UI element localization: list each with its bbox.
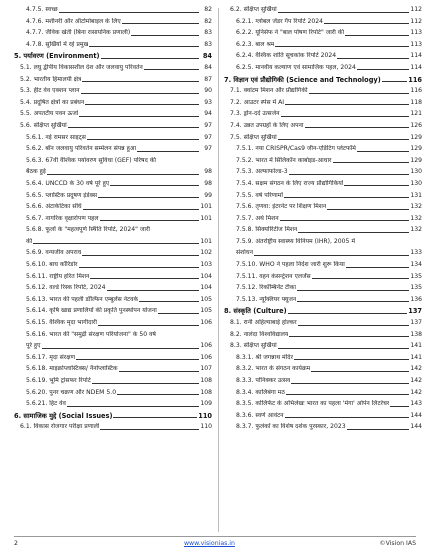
toc-page-number: 83 bbox=[204, 40, 212, 48]
toc-entry[interactable] bbox=[14, 284, 212, 292]
toc-entry-title: 5.6.19. भूमि ट्रांसफर रिपोर्ट bbox=[26, 377, 91, 384]
toc-entry-title: 5.6.10. बाघ कॉरिडोर bbox=[26, 261, 78, 269]
toc-page-number: 132 bbox=[410, 203, 422, 211]
leader-line bbox=[254, 255, 409, 256]
toc-entry[interactable] bbox=[14, 331, 212, 339]
toc-entry-title: 7.5. संक्षिप्त सुर्खियां bbox=[230, 133, 277, 141]
leader-line bbox=[76, 359, 199, 360]
toc-page-number: 82 bbox=[204, 6, 212, 13]
leader-line bbox=[107, 290, 199, 291]
toc-entry-title: 8.3. संक्षिप्त सुर्खियां bbox=[230, 342, 277, 350]
toc-entry[interactable] bbox=[224, 412, 422, 420]
leader-line bbox=[278, 139, 409, 140]
toc-entry[interactable] bbox=[14, 226, 212, 234]
toc-page-number: 104 bbox=[200, 284, 212, 292]
toc-entry-title: 5.6.16. भारत की "समुद्री संरक्षण परियोजना" के 50 वर्ष bbox=[26, 330, 156, 338]
leader-line bbox=[59, 12, 199, 13]
toc-page-number: 112 bbox=[410, 6, 422, 13]
leader-line bbox=[82, 255, 199, 256]
toc-entry[interactable] bbox=[224, 377, 422, 385]
toc-page-number: 113 bbox=[410, 40, 422, 48]
toc-entry-title: 8.3.6. स्वर्ण आवंटन bbox=[236, 411, 284, 419]
toc-entry[interactable] bbox=[224, 99, 422, 107]
leader-line bbox=[278, 348, 409, 349]
leader-line bbox=[311, 371, 409, 372]
leader-line bbox=[33, 243, 199, 244]
leader-line bbox=[327, 209, 409, 210]
leader-line bbox=[285, 417, 409, 418]
toc-entry[interactable] bbox=[224, 122, 422, 130]
toc-entry[interactable] bbox=[224, 180, 422, 188]
leader-line bbox=[98, 325, 199, 326]
leader-line bbox=[291, 383, 409, 384]
toc-page-number: 90 bbox=[204, 87, 212, 95]
toc-page-number: 143 bbox=[410, 400, 422, 408]
toc-page-number: 93 bbox=[204, 98, 212, 106]
leader-line bbox=[281, 116, 410, 117]
leader-line bbox=[278, 12, 409, 13]
leader-line bbox=[122, 23, 199, 24]
toc-entry[interactable] bbox=[14, 6, 212, 14]
toc-entry-title: 6.2.3. बाल श्रम bbox=[236, 40, 275, 48]
toc-entry[interactable] bbox=[224, 238, 422, 246]
toc-entry[interactable] bbox=[224, 365, 422, 373]
leader-line bbox=[131, 35, 199, 36]
toc-entry-title: 6.2.4. वैश्विक शांति सूचकांक रिपोर्ट 2024 bbox=[236, 52, 337, 60]
toc-entry-title: 8.1. रानी अहिल्याबाई होल्कर bbox=[230, 319, 297, 327]
toc-entry[interactable] bbox=[14, 342, 212, 350]
leader-line bbox=[382, 81, 407, 82]
toc-entry[interactable] bbox=[224, 145, 422, 153]
toc-entry-title: 5.6.14. कृषि खाद्य प्रणालियों की प्रकृति पुनर्स्थापन योजना bbox=[26, 307, 157, 315]
toc-page-number: 84 bbox=[202, 52, 212, 61]
toc-entry-title: बैठक हुई bbox=[26, 168, 46, 176]
toc-entry[interactable] bbox=[14, 319, 212, 327]
toc-page-number: 105 bbox=[200, 307, 212, 315]
leader-line bbox=[92, 383, 199, 384]
toc-page-number: 142 bbox=[410, 377, 422, 384]
leader-line bbox=[83, 209, 199, 210]
toc-page-number: 114 bbox=[410, 63, 422, 71]
toc-page-number: 121 bbox=[410, 110, 422, 118]
toc-page-number: 109 bbox=[200, 400, 212, 408]
toc-entry-title: 7.5.2. भारत में सिलिकॉन कार्बाइड-आधार bbox=[236, 156, 332, 164]
toc-entry[interactable] bbox=[224, 52, 422, 60]
toc-page-number: 137 bbox=[410, 319, 422, 327]
toc-entry-title: 8. संस्कृति (Culture) bbox=[224, 307, 287, 316]
leader-line bbox=[294, 359, 409, 360]
website-link[interactable]: www.visionias.in bbox=[184, 540, 235, 547]
toc-entry[interactable] bbox=[14, 296, 212, 304]
toc-entry-title: 5.6. संक्षिप्त सुर्खियां bbox=[20, 121, 67, 129]
toc-entry-title: 7.5.9. अंतर्राष्ट्रीय स्वास्थ्य विनियम (IHR), 2005 में bbox=[236, 237, 355, 245]
toc-page-number: 97 bbox=[204, 145, 212, 153]
toc-entry[interactable] bbox=[224, 400, 422, 408]
leader-line bbox=[79, 116, 199, 117]
toc-entry-title: 5.6.20. पुनर चक्रण और NDEM 5.0 bbox=[26, 388, 117, 396]
toc-page-number: 141 bbox=[410, 342, 422, 350]
leader-line bbox=[289, 174, 409, 175]
leader-line bbox=[87, 139, 199, 140]
toc-entry[interactable] bbox=[224, 18, 422, 26]
leader-line bbox=[285, 104, 409, 105]
toc-page-number: 107 bbox=[200, 365, 212, 373]
toc-entry-title: पूरे हुए bbox=[26, 342, 41, 350]
toc-section-heading[interactable] bbox=[224, 307, 422, 315]
toc-entry-title: 7.5.11. वहन कंसन्ट्रेशन एलर्जेंस bbox=[236, 272, 311, 280]
toc-entry-title: 5.6.13. भारत की पहली डॉल्फिन एम्बुलेंस नेटवर्क bbox=[26, 295, 139, 303]
toc-entry-title: 6.2.1. ग्लोबल जेंडर गैप रिपोर्ट 2024 bbox=[236, 17, 324, 25]
toc-entry[interactable] bbox=[14, 192, 212, 200]
toc-entry-title: 5.4. प्रदूषित क्षेत्रों का प्रबंधन bbox=[20, 98, 85, 106]
leader-line bbox=[284, 197, 409, 198]
leader-line bbox=[67, 406, 199, 407]
leader-line bbox=[275, 46, 409, 47]
toc-entry-title: 7.5.8. सिक्योरिटीज मिशन bbox=[236, 226, 298, 234]
toc-right-column bbox=[224, 6, 422, 435]
toc-entry[interactable] bbox=[14, 18, 212, 26]
toc-page-number: 129 bbox=[410, 133, 422, 141]
toc-entry[interactable] bbox=[14, 354, 212, 362]
toc-page-number: 101 bbox=[200, 237, 212, 245]
toc-entry-title: 4.7.8. सुर्खियों में रहे प्रमुख bbox=[26, 40, 89, 48]
leader-line bbox=[89, 46, 199, 47]
leader-line bbox=[82, 81, 199, 82]
column-divider bbox=[218, 8, 219, 532]
toc-page-number: 108 bbox=[200, 388, 212, 396]
toc-entry-title: 6.1. विकास रोजगार परीक्षा प्रणाली bbox=[20, 423, 100, 431]
page-number: 2 bbox=[14, 540, 18, 547]
toc-page-number: 130 bbox=[410, 168, 422, 176]
toc-entry[interactable] bbox=[14, 180, 212, 188]
toc-entry[interactable] bbox=[224, 249, 422, 257]
toc-page-number: 94 bbox=[204, 110, 212, 118]
toc-entry-title: 5. पर्यावरण (Environment) bbox=[14, 52, 100, 61]
toc-entry-title: 7.3. ड्रोन-दर्द उत्सर्जन bbox=[230, 110, 280, 118]
toc-entry-title: 7. विज्ञान एवं प्रौद्योगिकी (Science and Technology) bbox=[224, 75, 381, 84]
toc-page-number: 98 bbox=[204, 168, 212, 176]
leader-line bbox=[324, 23, 409, 24]
leader-line bbox=[346, 267, 409, 268]
toc-page-number: 126 bbox=[410, 121, 422, 129]
leader-line bbox=[117, 394, 199, 395]
toc-entry-title: 5.6.21. हिट वेव bbox=[26, 400, 66, 408]
toc-page-number: 116 bbox=[410, 87, 422, 95]
leader-line bbox=[68, 127, 199, 128]
leader-line bbox=[344, 185, 409, 186]
leader-line bbox=[298, 232, 409, 233]
toc-page-number: 103 bbox=[200, 261, 212, 269]
toc-entry[interactable] bbox=[224, 331, 422, 339]
toc-entry[interactable] bbox=[224, 110, 422, 118]
leader-line bbox=[101, 58, 199, 59]
toc-page-number: 83 bbox=[204, 29, 212, 37]
leader-line bbox=[85, 104, 199, 105]
toc-entry[interactable] bbox=[224, 284, 422, 292]
toc-entry-title: 5.6.15. वैश्विक मृदा भागीदारी bbox=[26, 319, 97, 327]
toc-entry[interactable] bbox=[14, 122, 212, 130]
leader-line bbox=[357, 151, 409, 152]
toc-entry-title: 5.6.7. नागरिक वृक्षारोपण पहल bbox=[26, 214, 99, 222]
toc-entry-title: 5.5. अपतटीय पवन ऊर्जा bbox=[20, 110, 79, 118]
toc-entry-title: 7.5.12. रिकॉम्बिनेंट टीका bbox=[236, 284, 296, 292]
leader-line bbox=[280, 220, 409, 221]
toc-page-number: 132 bbox=[410, 226, 422, 234]
leader-line bbox=[297, 301, 409, 302]
toc-page-number: 101 bbox=[200, 214, 212, 222]
toc-page-number: 98 bbox=[204, 179, 212, 187]
toc-entry-title: 5.6.6. अंटार्कटिका संधि bbox=[26, 203, 82, 211]
toc-entry-title: 8.3.2. भारत के संगठन कार्यक्रम bbox=[236, 365, 311, 373]
toc-section-heading[interactable] bbox=[224, 76, 422, 84]
leader-line bbox=[298, 325, 409, 326]
leader-line bbox=[100, 220, 200, 221]
toc-entry[interactable] bbox=[224, 29, 422, 37]
toc-entry-title: 4.7.7. जैविक खेती (बिना रासायनिक प्रणाली) bbox=[26, 29, 131, 37]
toc-entry-title: 5.6.3. 67वीं वैश्विक पर्यावरण सुविधा (GEF) परिषद की bbox=[26, 156, 156, 164]
toc-entry[interactable] bbox=[224, 296, 422, 304]
toc-entry[interactable] bbox=[14, 87, 212, 95]
toc-entry-title: 8.2. नालंदा विश्वविद्यालय bbox=[230, 330, 289, 338]
toc-page-number: 130 bbox=[410, 179, 422, 187]
toc-entry[interactable] bbox=[14, 389, 212, 397]
toc-page-number: 142 bbox=[410, 388, 422, 396]
leader-line bbox=[390, 406, 409, 407]
toc-entry[interactable] bbox=[14, 273, 212, 281]
toc-entry[interactable] bbox=[14, 377, 212, 385]
toc-entry[interactable] bbox=[224, 64, 422, 72]
toc-page-number: 141 bbox=[410, 353, 422, 361]
toc-page-number: 138 bbox=[410, 330, 422, 338]
toc-page-number: 131 bbox=[410, 191, 422, 199]
toc-page-number: 112 bbox=[410, 17, 422, 25]
toc-page-number: 129 bbox=[410, 145, 422, 153]
leader-line bbox=[357, 69, 409, 70]
toc-entry-title: संशोधन bbox=[236, 249, 253, 257]
leader-line bbox=[305, 127, 410, 128]
toc-page-number: 118 bbox=[410, 98, 422, 106]
copyright-text: ©Vision IAS bbox=[379, 540, 416, 547]
toc-entry-title: 6. सामाजिक मुद्दे (Social Issues) bbox=[14, 411, 113, 420]
leader-line bbox=[297, 290, 409, 291]
toc-page-number: 116 bbox=[408, 75, 422, 84]
toc-entry-title: 7.4. उन्नत उपग्रहों के लिए अपना bbox=[230, 121, 304, 129]
toc-entry-title: 5.1. लघु द्वीपीय विकासशील देश और जलवायु परिवर्तन bbox=[20, 63, 143, 71]
toc-entry[interactable] bbox=[14, 261, 212, 269]
toc-entry[interactable] bbox=[224, 6, 422, 14]
toc-entry-title: 7.5.5. वर्ष परिणामों bbox=[236, 191, 283, 199]
toc-entry[interactable] bbox=[14, 423, 212, 431]
toc-page-number: 105 bbox=[200, 295, 212, 303]
toc-entry[interactable] bbox=[14, 365, 212, 373]
toc-page-number: 97 bbox=[204, 121, 212, 129]
toc-entry[interactable] bbox=[14, 99, 212, 107]
toc-page-number: 82 bbox=[204, 17, 212, 25]
toc-entry-title: 5.6.1. नई रामसर साइट्स bbox=[26, 133, 86, 141]
toc-entry[interactable] bbox=[14, 29, 212, 37]
leader-line bbox=[110, 185, 199, 186]
leader-line bbox=[144, 69, 199, 70]
toc-entry-title: 5.6.9. वन्यजीव अपराध bbox=[26, 249, 82, 257]
toc-entry[interactable] bbox=[224, 423, 422, 431]
toc-page-number: 102 bbox=[200, 249, 212, 257]
toc-entry[interactable] bbox=[14, 249, 212, 257]
toc-page-number: 136 bbox=[410, 295, 422, 303]
toc-page-number: 129 bbox=[410, 156, 422, 164]
toc-entry-title: 5.6.4. UNCCD के 30 वर्ष पूरे हुए bbox=[26, 179, 110, 187]
leader-line bbox=[42, 348, 200, 349]
toc-entry[interactable] bbox=[224, 157, 422, 165]
toc-entry[interactable] bbox=[14, 203, 212, 211]
toc-entry[interactable] bbox=[224, 168, 422, 176]
toc-entry[interactable] bbox=[14, 168, 212, 176]
toc-entry-title: 7.1. क्वांटम मिशन और प्रौद्योगिकी bbox=[230, 87, 308, 95]
toc-page-number: 97 bbox=[204, 133, 212, 141]
toc-entry[interactable] bbox=[14, 76, 212, 84]
footer-rule bbox=[14, 536, 416, 537]
leader-line bbox=[286, 394, 409, 395]
toc-page-number: 144 bbox=[410, 411, 422, 419]
toc-page-number: 84 bbox=[204, 63, 212, 71]
toc-page-number: 108 bbox=[200, 377, 212, 384]
toc-entry[interactable] bbox=[224, 319, 422, 327]
leader-line bbox=[90, 278, 199, 279]
toc-entry-title: 7.5.3. अल्फाफोल्ड-3 bbox=[236, 168, 288, 176]
leader-line bbox=[81, 93, 199, 94]
toc-entry[interactable] bbox=[14, 400, 212, 408]
toc-entry[interactable] bbox=[224, 342, 422, 350]
toc-page-number: 99 bbox=[204, 191, 212, 199]
toc-page-number: 114 bbox=[410, 52, 422, 60]
toc-entry-title: 5.6.17. मृदा संरक्षण bbox=[26, 353, 76, 361]
leader-line bbox=[289, 336, 409, 337]
toc-entry-title: 5.3. हीट वेव एक्शन प्लान bbox=[20, 87, 80, 95]
toc-entry-title: 5.6.11. राष्ट्रीय हरित मिशन bbox=[26, 272, 90, 280]
leader-line bbox=[79, 267, 199, 268]
toc-entry[interactable] bbox=[14, 238, 212, 246]
toc-entry-title: 5.6.5. प्लास्टिक प्रदूषण इंडेक्स bbox=[26, 191, 97, 199]
leader-line bbox=[139, 301, 199, 302]
toc-entry[interactable] bbox=[224, 354, 422, 362]
toc-entry-title: 8.3.4. कालिबंगा मठ bbox=[236, 388, 285, 396]
toc-entry-title: 5.2. भारतीय हिमालयी क्षेत्र bbox=[20, 75, 82, 83]
toc-entry[interactable] bbox=[224, 87, 422, 95]
toc-entry-title: 8.3.1. श्री जगन्नाथ मंदिर bbox=[236, 353, 293, 361]
toc-page-number: 135 bbox=[410, 272, 422, 280]
toc-entry[interactable] bbox=[224, 192, 422, 200]
toc-entry[interactable] bbox=[14, 307, 212, 315]
toc-page-number: 104 bbox=[200, 272, 212, 280]
toc-entry[interactable] bbox=[14, 41, 212, 49]
leader-line bbox=[288, 313, 408, 314]
page-footer bbox=[14, 540, 416, 550]
toc-section-heading[interactable] bbox=[14, 412, 212, 420]
toc-entry-title: 7.5.6. तृणवा: इंटरनेट पर शिक्षण मिशन bbox=[236, 203, 327, 211]
toc-entry-title: 7.5.4. सक्षम संगठन के लिए राज्य प्रौद्योगिकियों bbox=[236, 179, 344, 187]
leader-line bbox=[98, 197, 199, 198]
toc-page-number: 142 bbox=[410, 365, 422, 373]
toc-section-heading[interactable] bbox=[14, 52, 212, 60]
toc-left-column bbox=[14, 6, 212, 435]
toc-page-number: 110 bbox=[198, 411, 212, 420]
toc-entry-title: 5.6.8. फूलों के "महत्वपूर्ण स्थिति रिपोर्ट, 2024" जारी bbox=[26, 226, 151, 234]
toc-entry[interactable] bbox=[14, 157, 212, 165]
toc-entry-title: 5.6.18. माइक्रोप्लास्टिक्स/ नैनोप्लास्टिक bbox=[26, 365, 118, 373]
leader-line bbox=[345, 35, 409, 36]
toc-page-number: 87 bbox=[204, 75, 212, 83]
leader-line bbox=[337, 58, 409, 59]
leader-line bbox=[137, 151, 199, 152]
toc-page-number: 101 bbox=[200, 203, 212, 211]
toc-page-number: 133 bbox=[410, 249, 422, 257]
toc-entry-title: 7.2. आउटर स्पेस में AI bbox=[230, 98, 285, 106]
leader-line bbox=[312, 278, 409, 279]
toc-entry[interactable] bbox=[14, 145, 212, 153]
toc-page-number: 137 bbox=[408, 307, 422, 316]
toc-entry[interactable] bbox=[224, 41, 422, 49]
toc-entry[interactable] bbox=[14, 215, 212, 223]
toc-entry-title: की bbox=[26, 237, 33, 245]
toc-entry-title: 4.7.6. मशीनरी और ऑटोमोबाइल के लिए bbox=[26, 17, 121, 25]
toc-page-number: 106 bbox=[200, 319, 212, 327]
toc-entry[interactable] bbox=[224, 134, 422, 142]
leader-line bbox=[119, 371, 199, 372]
toc-entry[interactable] bbox=[224, 226, 422, 234]
toc-page-number: 113 bbox=[410, 29, 422, 37]
toc-entry[interactable] bbox=[224, 203, 422, 211]
toc-entry-title: 8.3.3. पोनिक्कर उत्सव bbox=[236, 377, 291, 384]
toc-entry-title: 8.3.7. फुलंकों का विशेष दर्शक पुरस्कार, 2023 bbox=[236, 423, 346, 431]
toc-page-number: 106 bbox=[200, 353, 212, 361]
toc-entry-title: 7.5.13. न्यूक्लियर फ्यूजन bbox=[236, 295, 297, 303]
toc-entry-title: 5.6.2. बॉन जलवायु परिवर्तन सम्मेलन संपन्न हुआ bbox=[26, 145, 137, 153]
leader-line bbox=[158, 313, 199, 314]
toc-entry-title: 6.2.5. मानवीय कल्याण एवं सामाजिक पहल, 2024 bbox=[236, 63, 356, 71]
toc-entry-title: 7.5.10. WHO ने पहला निर्देश जारी शुरू किया bbox=[236, 261, 345, 269]
toc-entry[interactable] bbox=[224, 273, 422, 281]
leader-line bbox=[100, 429, 199, 430]
leader-line bbox=[333, 162, 409, 163]
toc-entry-title: 4.7.5. स्वच्छ bbox=[26, 6, 58, 13]
toc-page-number: 135 bbox=[410, 284, 422, 292]
toc-entry[interactable] bbox=[224, 261, 422, 269]
toc-entry-title: 6.2.2. यूनिसेफ ने "बाल पोषण रिपोर्ट" जारी की bbox=[236, 29, 345, 37]
toc-page-number: 144 bbox=[410, 423, 422, 431]
toc-entry-title: 7.5.7. अर्थ मिशन bbox=[236, 214, 279, 222]
toc-page-number: 110 bbox=[200, 423, 212, 431]
toc-entry-title: 6.2. संक्षिप्त सुर्खियां bbox=[230, 6, 277, 13]
leader-line bbox=[347, 429, 409, 430]
toc-entry[interactable] bbox=[224, 215, 422, 223]
toc-entry[interactable] bbox=[224, 389, 422, 397]
toc-entry[interactable] bbox=[14, 110, 212, 118]
toc-entry[interactable] bbox=[14, 64, 212, 72]
toc-entry-title: 8.3.5. कोलिफेंट के अभिलेखः भारत का पहला 'मेगा' ओपेन लिटरेचर bbox=[236, 400, 390, 408]
leader-line bbox=[113, 417, 197, 418]
toc-page-number: 134 bbox=[410, 261, 422, 269]
toc-page-number: 106 bbox=[200, 342, 212, 350]
toc-entry-title: 7.5.1. नया CRISPR/Cas9 जीन-एडिटिंग प्लेटफॉर्म bbox=[236, 145, 356, 153]
leader-line bbox=[309, 93, 409, 94]
toc-page-number: 132 bbox=[410, 214, 422, 222]
leader-line bbox=[47, 174, 199, 175]
toc-entry[interactable] bbox=[14, 134, 212, 142]
toc-entry-title: 5.6.12. वर्ल्ड रिस्क रिपोर्ट, 2024 bbox=[26, 284, 106, 292]
